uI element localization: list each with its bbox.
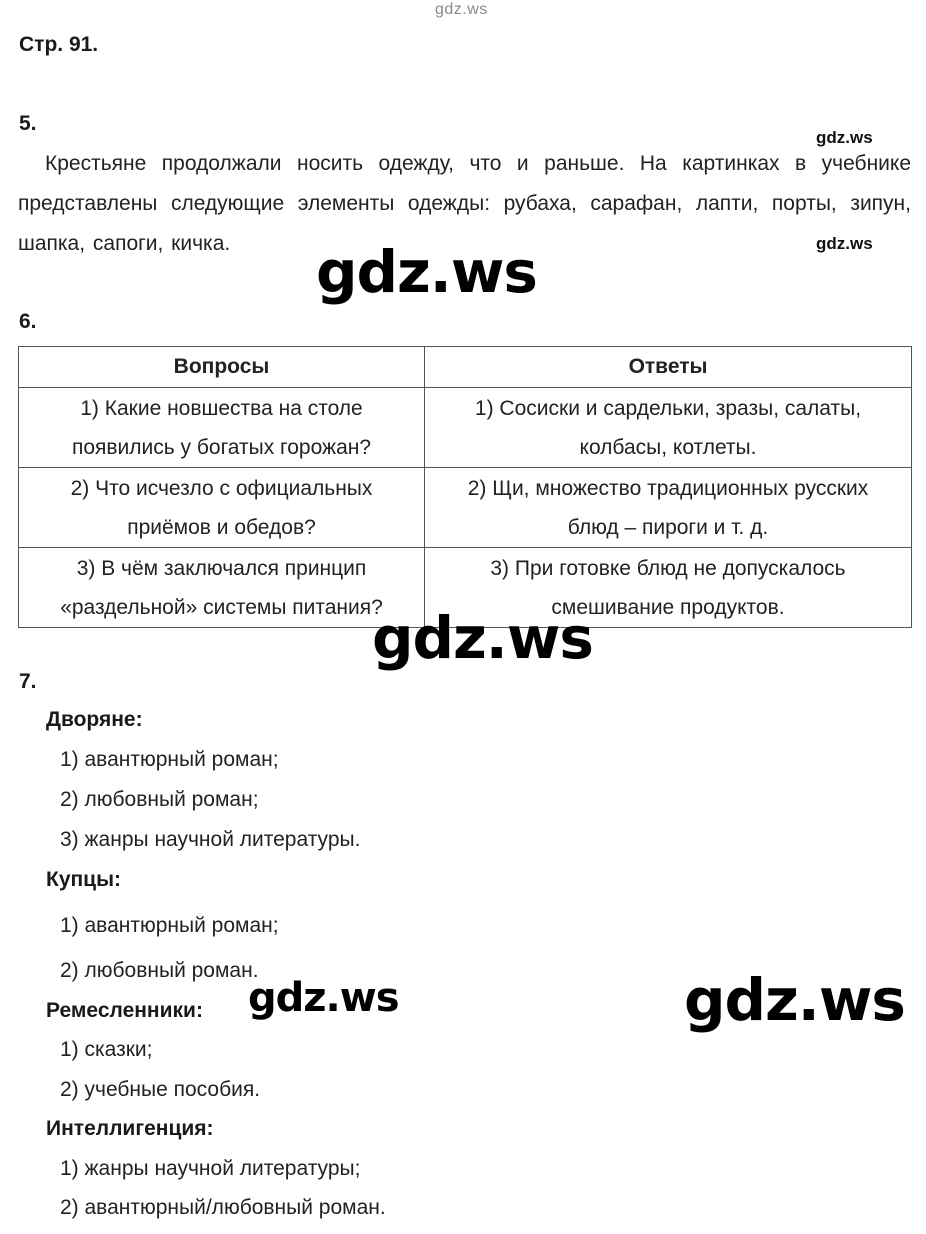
answer-cell: 1) Сосиски и сардельки, зразы, салаты, колбасы, котлеты. xyxy=(425,388,912,468)
page-label: Стр. 91. xyxy=(19,33,99,56)
table-header-row xyxy=(19,347,912,388)
list-item: 2) учебные пособия. xyxy=(60,1078,261,1101)
list-item: 2) любовный роман; xyxy=(60,788,259,811)
watermark-small: gdz.ws xyxy=(816,234,873,253)
list-item: 2) авантюрный/любовный роман. xyxy=(60,1196,386,1219)
question-cell: 3) В чём заключался принцип «раздельной» системы питания? xyxy=(19,548,425,628)
watermark-top: gdz.ws xyxy=(435,1,488,18)
section-7-number: 7. xyxy=(19,670,37,693)
watermark-large: gdz.ws xyxy=(248,975,399,1021)
section-5-number: 5. xyxy=(19,112,37,135)
answer-cell: 2) Щи, множество традиционных русских блюд – пироги и т. д. xyxy=(425,468,912,548)
list-item: 2) любовный роман. xyxy=(60,959,259,982)
watermark-large: gdz.ws xyxy=(684,966,905,1034)
list-item: 1) авантюрный роман; xyxy=(60,914,279,937)
table-row xyxy=(19,388,912,468)
group-title-craftsmen: Ремесленники: xyxy=(46,999,203,1022)
section-5-paragraph: Крестьяне продолжали носить одежду, что и раньше. На картинках в учебнике представлены следующие элементы одежды: рубаха, сарафан, лапти, порты, зипун, шапка, сапоги, кичка. xyxy=(18,152,911,255)
group-title-merchants: Купцы: xyxy=(46,868,122,891)
list-item: 1) жанры научной литературы; xyxy=(60,1157,361,1180)
qa-table xyxy=(18,346,912,628)
question-cell: 2) Что исчезло с официальных приёмов и обедов? xyxy=(19,468,425,548)
group-title-nobles: Дворяне: xyxy=(46,708,143,731)
section-6-number: 6. xyxy=(19,310,37,333)
list-item: 1) сказки; xyxy=(60,1038,153,1061)
group-title-intelligentsia: Интеллигенция: xyxy=(46,1117,214,1140)
watermark-large: gdz.ws xyxy=(316,238,537,306)
question-cell: 1) Какие новшества на столе появились у богатых горожан? xyxy=(19,388,425,468)
watermark-small: gdz.ws xyxy=(816,128,873,147)
answer-cell: 3) При готовке блюд не допускалось смешивание продуктов. xyxy=(425,548,912,628)
table-row xyxy=(19,468,912,548)
header-questions: Вопросы xyxy=(19,347,425,388)
header-answers: Ответы xyxy=(425,347,912,388)
list-item: 3) жанры научной литературы. xyxy=(60,828,361,851)
watermark-large: gdz.ws xyxy=(372,604,593,672)
list-item: 1) авантюрный роман; xyxy=(60,748,279,771)
